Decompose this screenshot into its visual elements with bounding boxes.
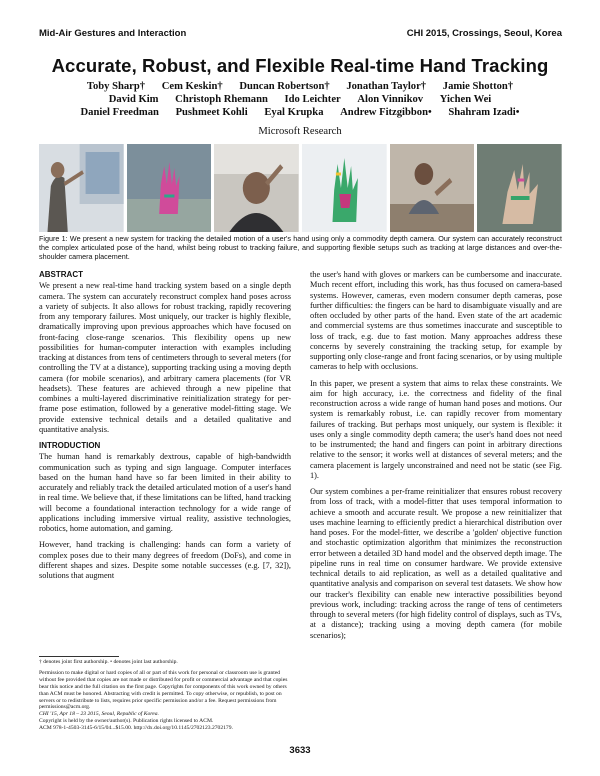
photo-over-shoulder-user xyxy=(214,144,299,232)
copyright-line: Copyright is held by the owner/author(s). Publication rights licensed to ACM. xyxy=(39,718,214,725)
author: Jamie Shotton† xyxy=(442,81,514,92)
author: Jonathan Taylor† xyxy=(346,81,427,92)
author-line-2 xyxy=(0,93,600,106)
author: Cem Keskin† xyxy=(161,81,223,92)
author: Andrew Fitzgibbon• xyxy=(340,107,432,118)
author: Yichen Wei xyxy=(439,94,492,105)
permission-text: Permission to make digital or hard copies of all or part of this work for personal or classroom use is granted without fee provided that copies are not made or distributed for profit or commercial advantage and that copies bear this notice and the full citation on the first page. Copyrights for components of this work owned by others than ACM must be honored. Abstracting with credit is permitted. To copy otherwise, or republish, to post on servers or to redistribute to lists, requires prior specific permission and/or a fee. Request permissions from permissions@acm.org. xyxy=(39,669,288,711)
author-line-3 xyxy=(0,106,600,119)
introduction-paragraph-2: However, hand tracking is challenging: hands can form a variety of complex poses due to their many degrees of freedom (DoFs), and come in different shapes and sizes. Despite some notable successes (e.g. [7, 32]), solutions that augment xyxy=(39,540,291,580)
paper-title: Accurate, Robust, and Flexible Real-time Hand Tracking xyxy=(51,55,549,76)
right-paragraph-3: Our system combines a per-frame reinitializer that ensures robust recovery from loss of track, with a model-fitter that uses temporal information to achieve a smooth and accurate result. We propose a new reinitializer that uses machine learning to efficiently predict a hierarchical distribution over hand poses. For the model-fitter, we describe a 'golden' objective function and stochastic optimization algorithm that minimizes the reconstruction error between a detailed 3D hand model and the observed depth image. The pipeline runs in real time on consumer hardware. We provide extensive technical details to aid replication, as well as a detailed qualitative and quantitative analysis and comparison on several test datasets. We show how our tracker's flexibility can enable new interactive possibilities beyond previous work, including: tracking across the range of tens of centimeters through to several meters (for high fidelity control of displays, such as TVs, at a distance); tracking using a moving depth camera (for mobile scenarios); xyxy=(310,487,562,640)
author-line-1 xyxy=(0,80,600,93)
author: Eyal Krupka xyxy=(264,107,324,118)
author: Shahram Izadi• xyxy=(448,107,520,118)
permission-notice xyxy=(39,670,291,732)
abstract-text: We present a new real-time hand tracking system based on a single depth camera. The system can accurately reconstruct complex hand poses across a variety of subjects. It also allows for robust tracking, rapidly recovering from any temporary failures. Most uniquely, our tracker is highly flexible, dramatically improving upon previous approaches which have focused on front-facing close-range scenarios. This flexibility opens up new possibilities for human-computer interaction with examples including tracking at distances from tens of centimeters through to several meters (for controlling the TV at a distance), supporting tracking using a moving depth camera (for mobile scenarios), and arbitrary camera placements (for VR headsets). These features are achieved through a new pipeline that combines a multi-layered discriminative reinitialization strategy for per-frame pose estimation, followed by a generative model-fitting stage. We provide extensive technical details and a detailed qualitative and quantitative analysis. xyxy=(39,281,291,434)
page-number: 3633 xyxy=(289,745,311,756)
introduction-paragraph-1: The human hand is remarkably dextrous, capable of high-bandwidth communication such as typing and sign language. Computer interfaces based on the human hand have so far been limited in their ability to accurately and reliably track the detailed articulated motion of a user's hand in real time. We believe that, if these limitations can be lifted, hand tracking will become a foundational interaction technology for a wide range of applications including immersive virtual reality, assistive technologies, robotics, home automation, and gaming. xyxy=(39,452,291,533)
acm-doi-line: ACM 978-1-4503-3145-6/15/04...$15.00. http://dx.doi.org/10.1145/2702123.2702179. xyxy=(39,725,233,732)
affiliation: Microsoft Research xyxy=(258,126,342,137)
author: Pushmeet Kohli xyxy=(175,107,248,118)
author: Duncan Robertson† xyxy=(239,81,330,92)
author-list xyxy=(0,80,600,119)
author: Toby Sharp† xyxy=(86,81,146,92)
figure-1-photo-strip xyxy=(39,144,562,232)
author: David Kim xyxy=(108,94,159,105)
photo-tracked-hand-render xyxy=(127,144,212,232)
right-column xyxy=(310,270,562,647)
author: Ido Leichter xyxy=(284,94,341,105)
photo-tracked-hand-closeup xyxy=(477,144,562,232)
photo-hand-model-render xyxy=(302,144,387,232)
abstract-heading: ABSTRACT xyxy=(39,270,83,279)
author: Daniel Freedman xyxy=(80,107,159,118)
running-header-left: Mid-Air Gestures and Interaction xyxy=(39,28,187,39)
left-column xyxy=(39,270,291,587)
first-page-footnote xyxy=(39,656,291,736)
venue-line: CHI '15, Apr 18 – 23 2015, Seoul, Republic of Korea. xyxy=(39,711,159,718)
introduction-heading: INTRODUCTION xyxy=(39,441,101,450)
footnote-rule xyxy=(39,656,119,657)
photo-user-at-desk xyxy=(390,144,475,232)
photo-user-pointing-at-screen xyxy=(39,144,124,232)
right-paragraph-1: the user's hand with gloves or markers can be cumbersome and inaccurate. Much recent effort, including this work, has thus focused on camera-based systems. However, cameras, even modern consumer depth cameras, pose further difficulties: the fingers can be hard to disambiguate visually and are often occluded by other parts of the hand. Even state of the art academic and commercial systems are thus sometimes inaccurate and susceptible to loss of track, e.g. due to fast motion. Many approaches address these concerns by severely constraining the tracking setup, for example by supporting only close-range and front facing scenarios, or by using multiple cameras to help with occlusions. xyxy=(310,270,562,372)
right-paragraph-2: In this paper, we present a system that aims to relax these constraints. We aim for high accuracy, i.e. the correctness and fidelity of the final reconstruction across a wide range of human hand poses and motions. Our system is remarkably robust, i.e. can rapidly recover from momentary failures of tracking. But perhaps most uniquely, our system is flexible: it uses only a single commodity depth camera; the user's hand does not need to be instrumented; the hand and fingers can point in arbitrary directions relative to the sensor; it works well at distances of several meters; and the camera placement is largely unconstrained and need not be static (see Fig. 1). xyxy=(310,378,562,480)
running-header-right: CHI 2015, Crossings, Seoul, Korea xyxy=(406,28,562,39)
figure-1-caption: Figure 1: We present a new system for tracking the detailed motion of a user's hand using only a commodity depth camera. Our system can accurately reconstruct the complex articulated pose of the hand, whilst being robust to tracking failure, and supporting flexible setups such as tracking at large distances and over-the-shoulder camera placement. xyxy=(39,234,562,261)
author: Christoph Rhemann xyxy=(175,94,268,105)
authorship-note: † denotes joint first authorship. • denotes joint last authorship. xyxy=(39,659,178,665)
author: Alon Vinnikov xyxy=(357,94,424,105)
